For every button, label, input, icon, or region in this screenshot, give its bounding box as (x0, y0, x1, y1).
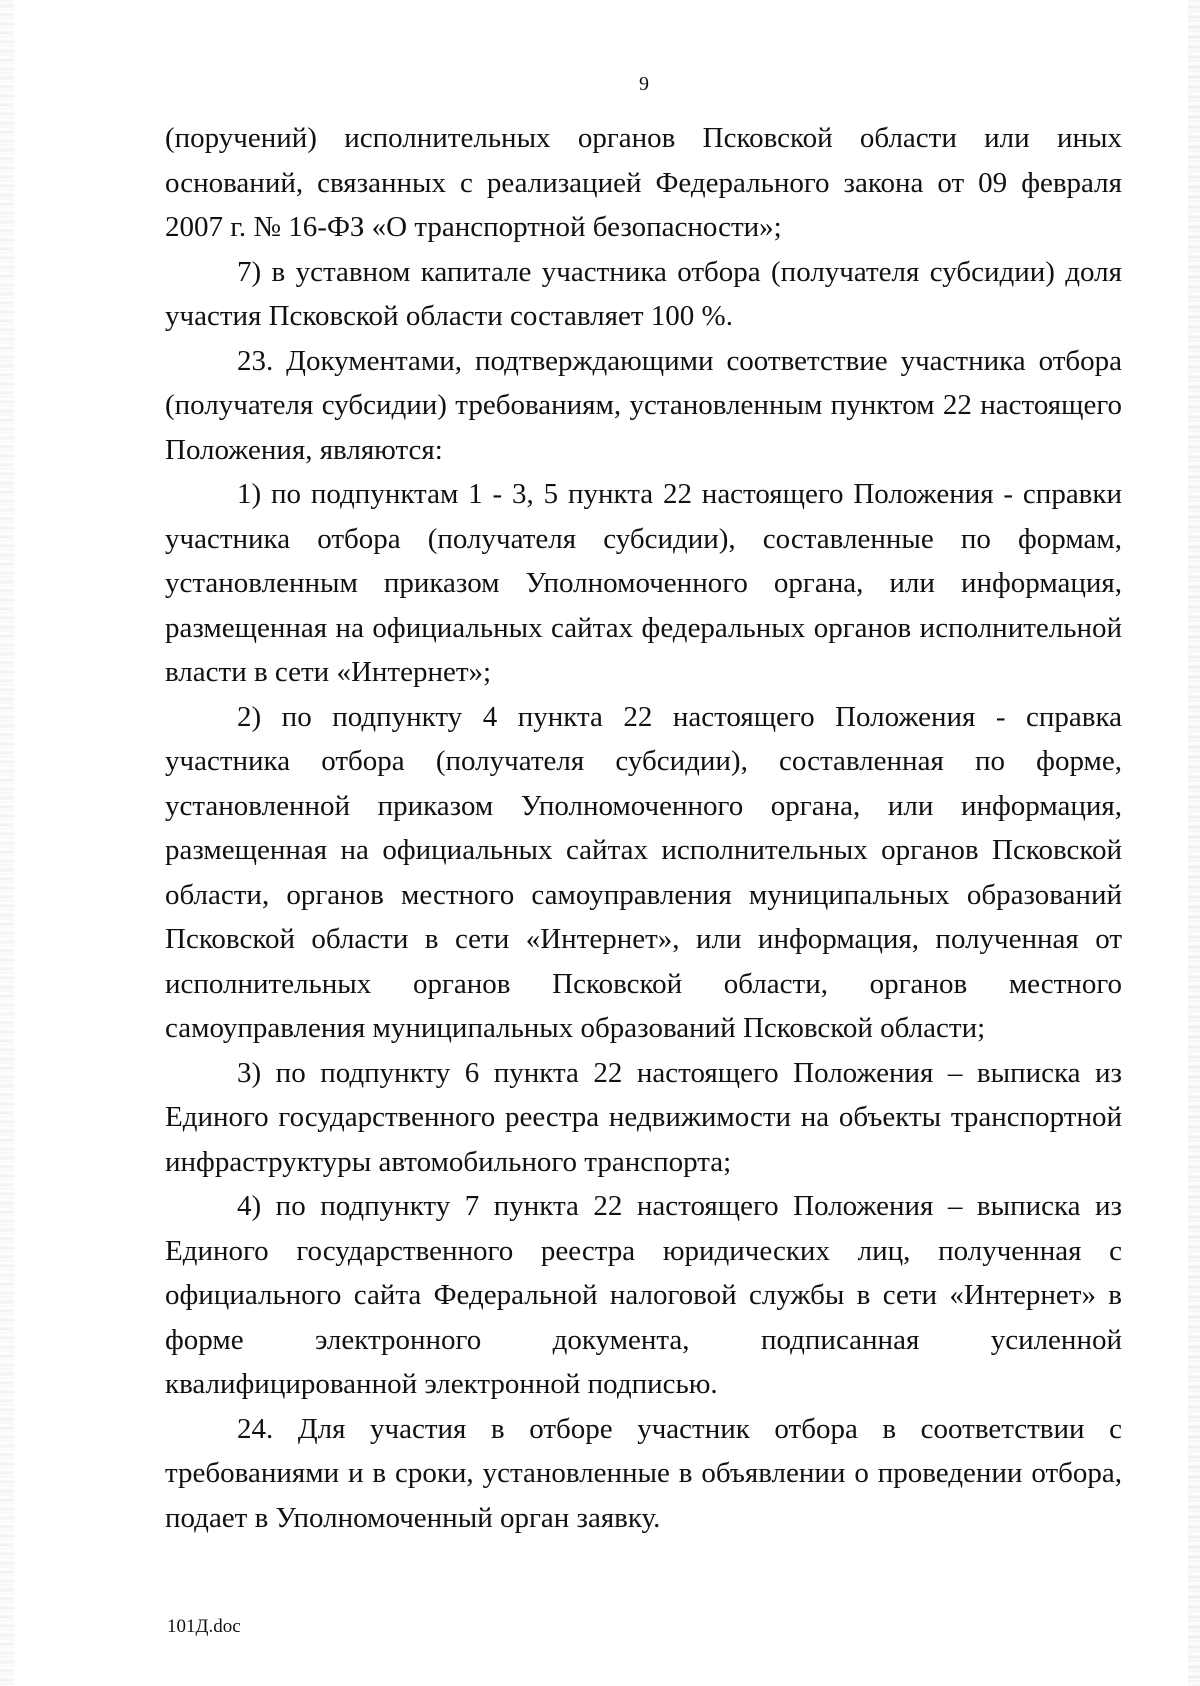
scan-edge-right (1188, 0, 1200, 1686)
paragraph-subitem-7: 7) в уставном капитале участника отбора (получателя субсидии) доля участия Псковской области составляет 100 %. (165, 255, 1122, 332)
paragraph-continuation: (поручений) исполнительных органов Псковской области или иных оснований, связанных с реализацией Федерального закона от 09 февраля 2007 г. № 16-ФЗ «О транспортной безопасности»; (165, 122, 1122, 243)
paragraph-item-23: 23. Документами, подтверждающими соответствие участника отбора (получателя субсидии) требованиям, установленным пунктом 22 настоящего Положения, являются: (165, 344, 1122, 466)
page-number: 9 (639, 73, 649, 95)
paragraph-subitem-2: 2) по подпункту 4 пункта 22 настоящего Положения - справка участника отбора (получателя субсидии), составленная по форме, установленной приказом Уполномоченного органа, или информация, размещенная на официальных сайтах исполнительных органов Псковской области, органов местного самоуправления муниципальных образований Псковской области в сети «Интернет», или информация, полученная от исполнительных органов Псковской области, органов местного самоуправления муниципальных образований Псковской области; (165, 700, 1122, 1044)
paragraph-subitem-1: 1) по подпунктам 1 - 3, 5 пункта 22 настоящего Положения - справки участника отбора (получателя субсидии), составленные по формам, установленным приказом Уполномоченного органа, или информация, размещенная на официальных сайтах федеральных органов исполнительной власти в сети «Интернет»; (165, 478, 1122, 688)
footer-filename: 101Д.doc (167, 1616, 241, 1637)
scan-edge-left (0, 0, 14, 1686)
paragraph-subitem-3: 3) по подпункту 6 пункта 22 настоящего Положения – выписка из Единого государственного реестра недвижимости на объекты транспортной инфраструктуры автомобильного транспорта; (165, 1056, 1122, 1178)
document-body (165, 116, 1122, 1540)
paragraph-subitem-4: 4) по подпункту 7 пункта 22 настоящего Положения – выписка из Единого государственного реестра юридических лиц, полученная с официального сайта Федеральной налоговой службы в сети «Интернет» в форме электронного документа, подписанная усиленной квалифицированной электронной подписью. (165, 1190, 1122, 1400)
paragraph-item-24: 24. Для участия в отборе участник отбора в соответствии с требованиями и в сроки, установленные в объявлении о проведении отбора, подает в Уполномоченный орган заявку. (165, 1412, 1122, 1534)
